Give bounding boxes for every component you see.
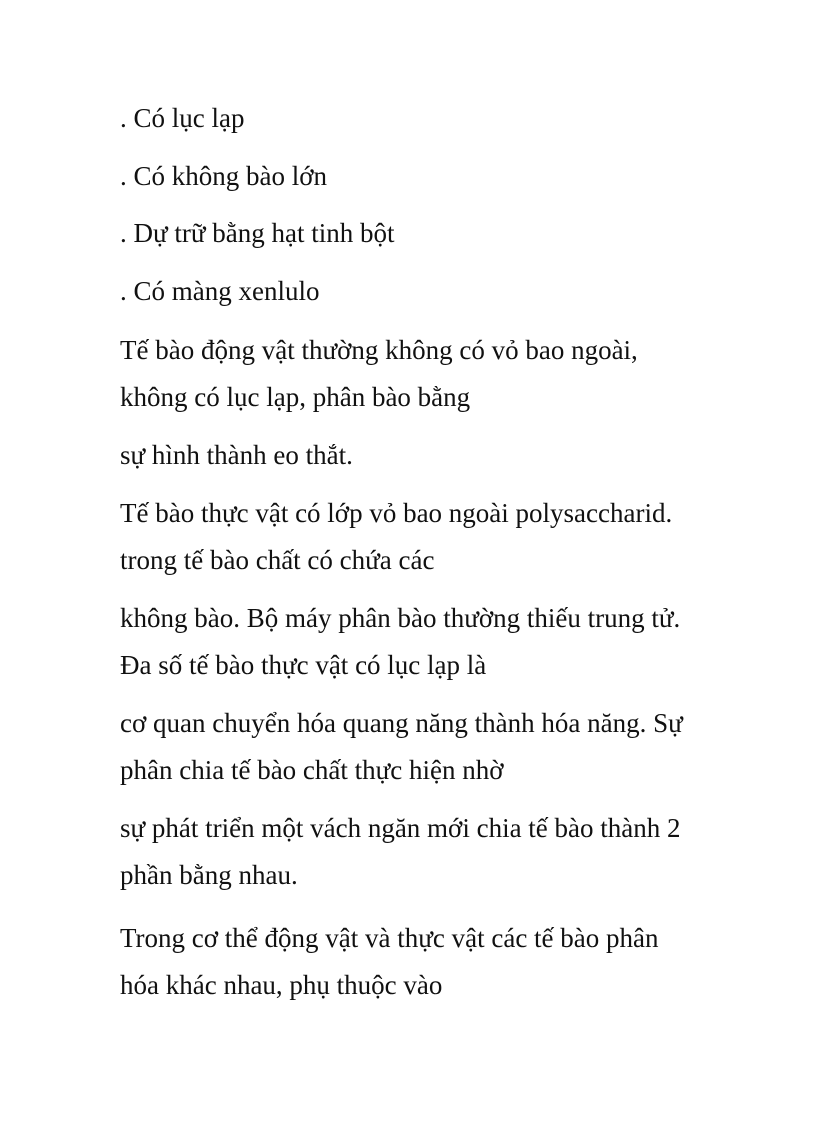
text-line: phân chia tế bào chất thực hiện nhờ [120, 755, 504, 785]
text-line: trong tế bào chất có chứa các [120, 545, 435, 575]
text-line: sự phát triển một vách ngăn mới chia tế bào thành 2 [120, 813, 681, 843]
text-line: Trong cơ thể động vật và thực vật các tế bào phân [120, 923, 659, 953]
text-line: sự hình thành eo thắt. [120, 440, 353, 470]
text-line: không bào. Bộ máy phân bào thường thiếu trung tử. [120, 603, 681, 633]
text-line: . Dự trữ bằng hạt tinh bột [120, 218, 395, 248]
text-line: . Có lục lạp [120, 103, 245, 133]
text-line: Tế bào thực vật có lớp vỏ bao ngoài polysaccharid. [120, 498, 673, 528]
text-line: Tế bào động vật thường không có vỏ bao ngoài, [120, 335, 638, 365]
text-line: . Có không bào lớn [120, 161, 328, 191]
text-line: không có lục lạp, phân bào bằng [120, 382, 471, 412]
text-line: hóa khác nhau, phụ thuộc vào [120, 970, 443, 1000]
text-line: Đa số tế bào thực vật có lục lạp là [120, 650, 487, 680]
text-line: cơ quan chuyển hóa quang năng thành hóa năng. Sự [120, 708, 683, 738]
text-line: phần bằng nhau. [120, 860, 298, 890]
text-line: . Có màng xenlulo [120, 276, 320, 306]
